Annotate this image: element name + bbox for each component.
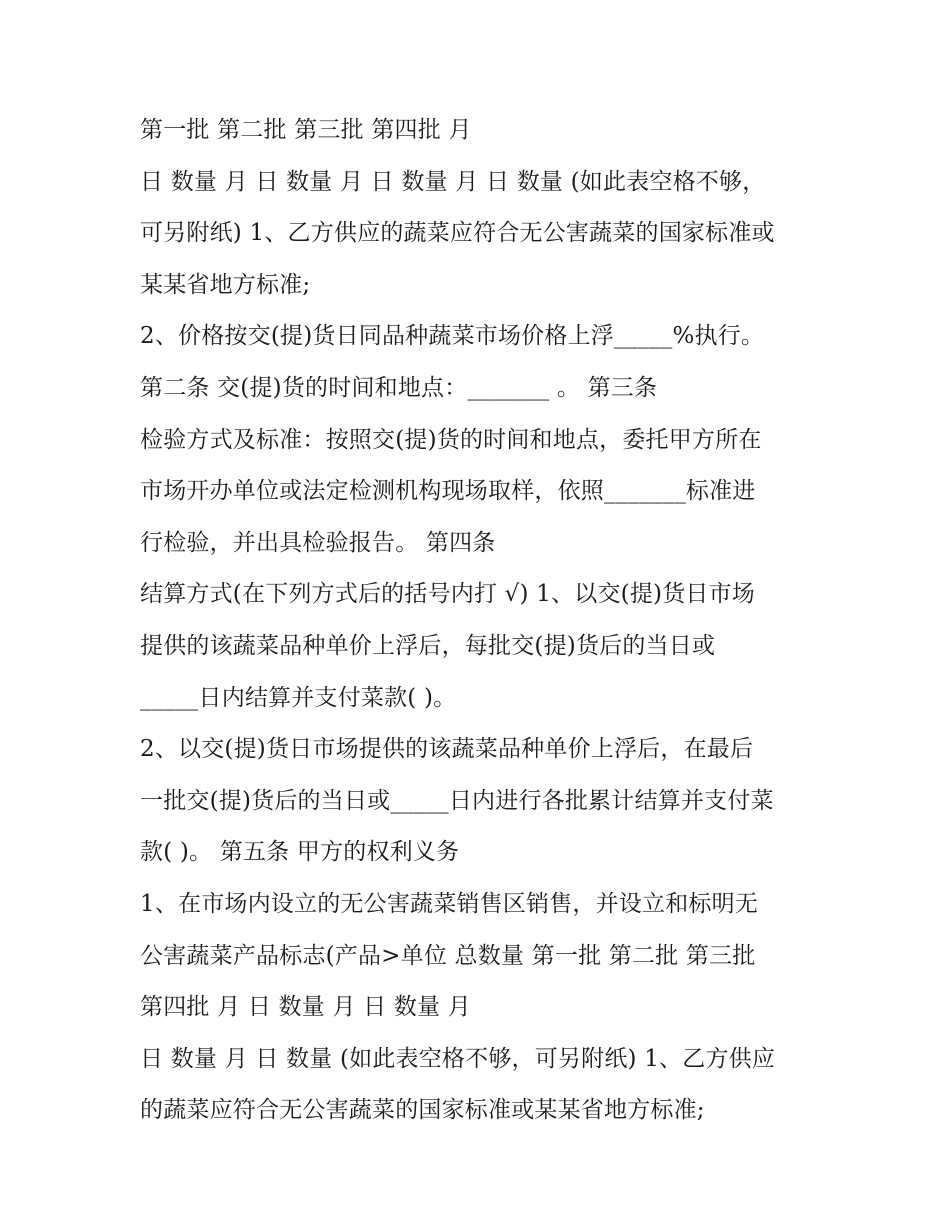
text-line-1: 第一批 第二批 第三批 第四批 月 — [140, 117, 472, 143]
text-line-12: _____日内结算并支付菜款( )。 — [140, 684, 457, 711]
text-line-11: 提供的该蔬菜品种单价上浮后，每批交(提)货后的当日或 — [140, 632, 716, 659]
text-line-20: 的蔬菜应符合无公害蔬菜的国家标准或某某省地方标准; — [140, 1097, 705, 1124]
document-body — [140, 110, 830, 1142]
text-line-10: 结算方式(在下列方式后的括号内打 √) 1、以交(提)货日市场 — [140, 581, 756, 608]
text-line-17: 公害蔬菜产品标志(产品>单位 总数量 第一批 第二批 第三批 — [140, 942, 756, 969]
text-line-8: 市场开办单位或法定检测机构现场取样，依照_______标准进 — [140, 478, 756, 505]
text-line-9: 行检验，并出具检验报告。 第四条 — [140, 529, 496, 556]
text-line-4: 某某省地方标准; — [140, 271, 311, 298]
text-line-2: 日 数量 月 日 数量 月 日 数量 月 日 数量 (如此表空格不够， — [140, 168, 766, 195]
text-line-15: 款( )。 第五条 甲方的权利义务 — [140, 839, 460, 866]
text-line-13: 2、以交(提)货日市场提供的该蔬菜品种单价上浮后，在最后 — [140, 736, 754, 763]
text-line-18: 第四批 月 日 数量 月 日 数量 月 — [140, 994, 471, 1021]
text-line-3: 可另附纸) 1、乙方供应的蔬菜应符合无公害蔬菜的国家标准或 — [140, 220, 775, 247]
text-line-6: 第二条 交(提)货的时间和地点：_______ 。 第三条 — [140, 374, 658, 401]
text-line-5: 2、价格按交(提)货日同品种蔬菜市场价格上浮_____%执行。 — [140, 323, 765, 350]
text-line-14: 一批交(提)货后的当日或_____日内进行各批累计结算并支付菜 — [140, 787, 774, 814]
text-line-16: 1、在市场内设立的无公害蔬菜销售区销售，并设立和标明无 — [140, 890, 759, 917]
text-line-7: 检验方式及标准：按照交(提)货的时间和地点，委托甲方所在 — [140, 426, 762, 453]
text-line-19: 日 数量 月 日 数量 (如此表空格不够，可另附纸) 1、乙方供应 — [140, 1045, 776, 1072]
